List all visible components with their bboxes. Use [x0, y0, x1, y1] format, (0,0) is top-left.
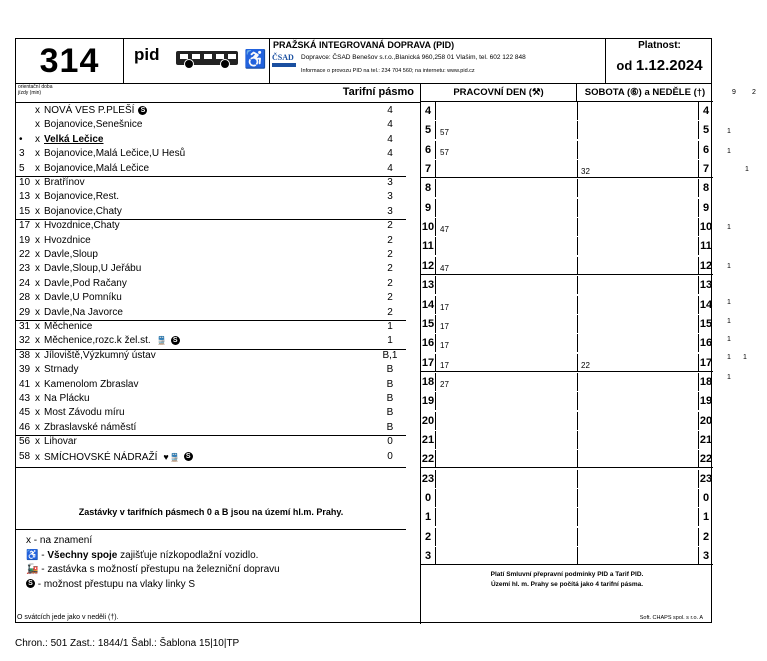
stop-row — [16, 407, 406, 419]
tarif-zone: 2 — [387, 234, 393, 246]
tarif-zone: 4 — [387, 148, 393, 160]
request-stop-mark: x — [35, 321, 40, 332]
margin-number: 1 — [743, 354, 747, 361]
stop-minutes: 5 — [19, 162, 25, 174]
tarif-zone: 1 — [387, 335, 393, 347]
stop-name: Davle,Na Javorce — [44, 306, 123, 318]
stop-row — [16, 422, 406, 434]
stop-name-cell — [35, 263, 141, 275]
hour-row — [421, 431, 713, 449]
hour-row — [421, 257, 713, 275]
stop-name-cell — [35, 436, 77, 448]
hour-label-right: 10 — [698, 218, 713, 236]
stop-minutes: 22 — [19, 249, 31, 260]
prague-zones-note: Území hl. m. Prahy se počítá jako 4 tarifní pásma. — [490, 581, 644, 588]
stop-name-cell — [35, 235, 91, 247]
stop-minutes: 38 — [19, 349, 31, 361]
margin-number: 1 — [727, 336, 731, 343]
hour-label-right: 19 — [698, 392, 713, 410]
hour-label-left: 9 — [421, 199, 436, 217]
hour-label-left: 11 — [421, 237, 436, 255]
operator-info: Dopravce: ČSAD Benešov s.r.o.,Blanická 960,258 01 Vlašim, tel. 602 122 848 — [301, 54, 526, 61]
stop-name: Měchenice — [44, 321, 93, 332]
hour-label-right: 4 — [698, 102, 713, 120]
stop-list — [16, 83, 421, 624]
stop-row — [16, 307, 406, 319]
tarif-zone: 2 — [387, 306, 393, 318]
stop-row — [16, 134, 406, 146]
tarif-zone: 2 — [387, 220, 393, 232]
workday-minute: 17 — [440, 341, 449, 351]
footer-meta: Chron.: 501 Zast.: 1844/1 Šabl.: Šablona 15|10|TP — [15, 638, 240, 649]
operator-box — [270, 39, 606, 83]
stop-row — [16, 235, 406, 247]
stop-name-cell — [35, 249, 98, 261]
hour-label-right: 5 — [698, 121, 713, 139]
software-credit: Soft. CHAPS spol. s r.o. A — [639, 615, 703, 621]
hour-label-right: 9 — [698, 199, 713, 217]
validity-date: od 1.12.2024 — [616, 57, 703, 74]
stop-name-cell — [35, 134, 104, 146]
hour-label-left: 4 — [421, 102, 436, 120]
wheelchair-icon: ♿ — [244, 49, 267, 69]
conditions-note: Platí Smluvní přepravní podmínky PID a Tarif PID. — [490, 571, 644, 578]
stop-list-header — [16, 83, 420, 103]
stop-row — [16, 321, 406, 333]
legend-text: možnost přestupu na vlaky linky S — [43, 578, 196, 590]
stop-row — [16, 379, 406, 391]
stop-row — [16, 350, 406, 362]
stop-row — [16, 191, 406, 203]
workday-minute: 17 — [440, 321, 449, 331]
margin-number: 1 — [727, 354, 731, 361]
legend-symbol: S — [26, 579, 35, 588]
stop-name-cell — [35, 379, 138, 391]
legend-text: zajišťuje nízkopodlažní vozidlo. — [117, 549, 259, 561]
stop-name: Davle,Pod Račany — [44, 277, 127, 289]
stop-row — [16, 148, 406, 160]
hour-row — [421, 528, 713, 546]
request-stop-mark: x — [35, 335, 40, 347]
stop-name-cell — [35, 364, 78, 376]
margin-number: 1 — [727, 148, 731, 155]
tarif-zone: 3 — [387, 205, 393, 217]
stop-row — [16, 393, 406, 405]
legend-text: zastávka s možností přestupu na železniční dopravu — [47, 564, 280, 575]
stop-name-cell — [35, 119, 142, 131]
tarif-zone: 2 — [387, 263, 393, 275]
request-stop-mark: x — [35, 349, 40, 361]
hour-row — [421, 392, 713, 410]
stop-row — [16, 278, 406, 290]
stop-minutes: • — [19, 133, 23, 145]
request-stop-mark: x — [35, 277, 40, 289]
tarif-zone-header: Tarifní pásmo — [342, 86, 414, 98]
stop-name: NOVÁ VES P.PLEŠÍ — [44, 105, 135, 116]
stop-minutes: 56 — [19, 436, 31, 448]
tram-icon: ♥ — [163, 451, 169, 462]
rail-icon: 🚆 — [156, 336, 167, 346]
hour-label-left: 18 — [421, 373, 436, 391]
hour-row — [421, 470, 713, 488]
hour-label-left: 22 — [421, 450, 436, 468]
stop-name: Jíloviště,Výzkumný ústav — [44, 349, 156, 361]
stop-row — [16, 220, 406, 232]
stop-row — [16, 263, 406, 275]
hour-row — [421, 315, 713, 333]
stop-name-cell — [35, 220, 120, 232]
request-stop-mark: x — [35, 148, 40, 160]
request-stop-mark: x — [35, 393, 40, 404]
stop-row — [16, 436, 406, 448]
hour-row — [421, 547, 713, 565]
hour-row — [421, 508, 713, 526]
stop-name-cell — [35, 292, 122, 304]
stop-name: Davle,U Pomníku — [44, 292, 122, 304]
timetable-sheet — [15, 38, 712, 623]
margin-number: 1 — [727, 299, 731, 306]
prague-zone-note: Zastávky v tarifních pásmech 0 a B jsou na území hl.m. Prahy. — [78, 507, 344, 517]
hour-label-left: 12 — [421, 257, 436, 275]
hour-label-left: 1 — [421, 508, 436, 526]
stop-name: Davle,Sloup — [44, 249, 98, 260]
stop-row — [16, 335, 406, 347]
departures-table — [421, 83, 713, 624]
hour-label-right: 12 — [698, 257, 713, 275]
hour-row — [421, 276, 713, 294]
stop-name-cell — [35, 163, 149, 175]
request-stop-mark: x — [35, 234, 40, 246]
stop-minutes: 3 — [19, 148, 25, 160]
hour-row — [421, 489, 713, 507]
pid-logo: pid — [134, 45, 160, 64]
hour-label-right: 21 — [698, 431, 713, 449]
hour-row — [421, 334, 713, 352]
stop-name: Měchenice,rozc.k žel.st. — [44, 335, 151, 347]
stop-minutes: 31 — [19, 321, 31, 332]
request-stop-mark: x — [35, 436, 40, 448]
request-stop-mark: x — [35, 205, 40, 217]
stop-minutes: 32 — [19, 335, 31, 347]
hour-label-left: 7 — [421, 160, 436, 178]
legend-item: x - na znamení — [26, 535, 93, 546]
stop-minutes: 28 — [19, 292, 31, 304]
stop-name-cell — [35, 278, 127, 290]
hour-row — [421, 296, 713, 314]
stop-minutes: 41 — [19, 378, 31, 390]
stop-name: Davle,Sloup,U Jeřábu — [44, 263, 142, 275]
hour-label-left: 23 — [421, 470, 436, 488]
stop-name-cell — [35, 350, 156, 362]
workday-header: PRACOVNÍ DEN (⚒) — [421, 83, 577, 102]
holiday-note: O svátcích jede jako v neděli (†). — [17, 614, 119, 621]
stop-minutes: 19 — [19, 234, 31, 246]
stop-minutes: 46 — [19, 421, 31, 433]
workday-minute: 47 — [440, 225, 449, 235]
hour-row — [421, 160, 713, 178]
s-train-icon: S — [138, 106, 147, 115]
legend-item: 🚂 - zastávka s možností přestupu na železniční dopravu — [26, 564, 280, 575]
hour-label-right: 15 — [698, 315, 713, 333]
margin-number: 1 — [727, 263, 731, 270]
request-stop-mark: x — [35, 220, 40, 232]
margin-number: 1 — [727, 128, 731, 135]
request-stop-mark: x — [35, 421, 40, 433]
request-stop-mark: x — [35, 451, 40, 463]
header — [16, 39, 711, 84]
stop-name: Hvozdnice — [44, 234, 91, 246]
stop-name-cell — [35, 335, 180, 347]
stop-name-cell — [35, 206, 122, 218]
hour-label-right: 2 — [698, 528, 713, 546]
stop-name: Bojanovice,Chaty — [44, 205, 122, 217]
hour-label-left: 0 — [421, 489, 436, 507]
hour-label-left: 10 — [421, 218, 436, 236]
workday-minute: 57 — [440, 147, 449, 157]
hour-label-left: 3 — [421, 547, 436, 565]
stop-minutes: 24 — [19, 277, 31, 289]
weekend-minute: 22 — [581, 360, 590, 370]
stop-minutes: 29 — [19, 306, 31, 318]
hour-row — [421, 102, 713, 120]
operator-title: PRAŽSKÁ INTEGROVANÁ DOPRAVA (PID) — [273, 40, 455, 50]
tarif-zone: 2 — [387, 249, 393, 260]
stop-name-cell — [35, 177, 85, 189]
tarif-zone: 4 — [387, 119, 393, 131]
stop-minutes: 13 — [19, 191, 31, 203]
csad-logo: ČSAD — [272, 53, 298, 75]
tarif-zone: 1 — [387, 321, 393, 332]
tarif-zone: B — [386, 378, 394, 390]
hour-row — [421, 237, 713, 255]
brand-box — [124, 39, 270, 83]
hour-label-right: 17 — [698, 354, 713, 372]
hour-row — [421, 218, 713, 236]
hour-row — [421, 354, 713, 372]
stop-name: SMÍCHOVSKÉ NÁDRAŽÍ — [44, 451, 158, 463]
tarif-zone: B — [386, 393, 394, 404]
margin-number: 2 — [752, 89, 756, 96]
request-stop-mark: x — [35, 306, 40, 318]
tarif-zone: 2 — [387, 277, 393, 289]
hour-row — [421, 121, 713, 139]
stop-name: Na Plácku — [44, 393, 90, 404]
hour-label-right: 16 — [698, 334, 713, 352]
validity-box — [606, 39, 713, 83]
stop-name: Strnady — [44, 364, 79, 376]
hour-label-right: 14 — [698, 296, 713, 314]
margin-number: 1 — [727, 374, 731, 381]
tarif-zone: 0 — [387, 450, 393, 462]
stop-name-cell — [35, 148, 185, 160]
hour-row — [421, 179, 713, 197]
hour-label-right: 22 — [698, 450, 713, 468]
hour-label-right: 6 — [698, 141, 713, 159]
request-stop-mark: x — [35, 191, 40, 203]
hour-label-right: 23 — [698, 470, 713, 488]
stop-name: Lihovar — [44, 436, 77, 448]
margin-number: 9 — [732, 89, 736, 96]
tarif-zone: 4 — [387, 105, 393, 116]
stop-name: Zbraslavské náměstí — [44, 421, 137, 433]
stop-minutes: 15 — [19, 205, 31, 217]
hour-label-left: 16 — [421, 334, 436, 352]
stop-row — [16, 206, 406, 218]
hour-row — [421, 412, 713, 430]
hour-label-right: 20 — [698, 412, 713, 430]
request-stop-mark: x — [35, 364, 40, 376]
rail-icon: 🚆 — [169, 452, 180, 462]
tarif-zone: 4 — [387, 133, 393, 145]
stop-row — [16, 163, 406, 175]
hour-label-left: 21 — [421, 431, 436, 449]
workday-minute: 17 — [440, 360, 449, 370]
stop-row — [16, 292, 406, 304]
stop-name-cell — [35, 451, 193, 464]
stop-name: Bratřínov — [44, 177, 85, 188]
hour-label-right: 8 — [698, 179, 713, 197]
stop-name-cell — [35, 321, 92, 333]
hour-label-left: 13 — [421, 276, 436, 294]
hour-label-left: 19 — [421, 392, 436, 410]
stop-row — [16, 451, 406, 463]
workday-minute: 27 — [440, 379, 449, 389]
legend-text: na znamení — [39, 535, 93, 546]
legend-item: S - možnost přestupu na vlaky linky S — [26, 579, 195, 590]
stop-minutes: 10 — [19, 177, 31, 188]
weekend-minute: 32 — [581, 167, 590, 177]
tarif-zone: 0 — [387, 436, 393, 448]
s-train-icon: S — [171, 336, 180, 345]
legend-symbol: x — [26, 535, 31, 546]
hour-row — [421, 373, 713, 391]
stop-name-cell — [35, 407, 125, 419]
hour-label-right: 18 — [698, 373, 713, 391]
tarif-zone: 2 — [387, 292, 393, 304]
legend-symbol: 🚂 — [26, 564, 39, 575]
tarif-zone: 4 — [387, 162, 393, 174]
stop-name: Bojanovice,Senešnice — [44, 119, 143, 131]
legend-symbol: ♿ — [26, 549, 39, 561]
stop-row — [16, 249, 406, 261]
hour-label-left: 2 — [421, 528, 436, 546]
margin-number: 1 — [727, 318, 731, 325]
hour-label-left: 6 — [421, 141, 436, 159]
request-stop-mark: x — [35, 292, 40, 304]
workday-minute: 57 — [440, 128, 449, 138]
hour-row — [421, 141, 713, 159]
tarif-zone: 3 — [387, 191, 393, 203]
legend-item: ♿ - Všechny spoje zajišťuje nízkopodlažní vozidlo. — [26, 549, 259, 561]
hour-label-right: 13 — [698, 276, 713, 294]
stop-name: Most Závodu míru — [44, 407, 125, 419]
stop-name-cell — [35, 307, 123, 319]
stop-row — [16, 364, 406, 376]
line-number: 314 — [16, 39, 124, 83]
stop-minutes: 58 — [19, 450, 31, 462]
tarif-zone: B — [386, 407, 394, 419]
margin-number: 1 — [727, 224, 731, 231]
tarif-zone: B — [386, 421, 394, 433]
request-stop-mark: x — [35, 177, 40, 188]
stop-row — [16, 177, 406, 189]
hour-label-right: 1 — [698, 508, 713, 526]
stop-name-cell — [35, 422, 136, 434]
bus-icon — [176, 51, 238, 65]
margin-number: 1 — [745, 166, 749, 173]
request-stop-mark: x — [35, 162, 40, 174]
request-stop-mark: x — [35, 133, 40, 145]
s-train-icon: S — [184, 452, 193, 461]
stop-name-cell — [35, 191, 119, 203]
tarif-zone: 3 — [387, 177, 393, 188]
tarif-zone: B,1 — [382, 349, 398, 361]
request-stop-mark: x — [35, 263, 40, 275]
stop-row — [16, 105, 406, 117]
info-contact: Informace o provozu PID na tel.: 234 704 560; na internetu: www.pid.cz — [301, 68, 475, 74]
orient-time-label: orientační doba jízdy (min) — [18, 84, 53, 96]
stop-name: Hvozdnice,Chaty — [44, 220, 120, 232]
stop-name-cell — [35, 105, 147, 117]
hour-label-right: 0 — [698, 489, 713, 507]
hour-label-right: 7 — [698, 160, 713, 178]
stop-minutes: 17 — [19, 220, 31, 232]
hour-label-left: 5 — [421, 121, 436, 139]
request-stop-mark: x — [35, 119, 40, 131]
stop-minutes: 23 — [19, 263, 31, 275]
tarif-zone: B — [386, 364, 394, 376]
stop-name: Bojanovice,Malá Lečice,U Hesů — [44, 148, 186, 160]
legend-bold: Všechny spoje — [47, 549, 118, 561]
stop-name-cell — [35, 393, 90, 405]
hour-row — [421, 199, 713, 217]
stop-minutes: 45 — [19, 407, 31, 419]
workday-minute: 17 — [440, 302, 449, 312]
request-stop-mark: x — [35, 378, 40, 390]
hour-label-right: 11 — [698, 237, 713, 255]
hour-label-left: 15 — [421, 315, 436, 333]
hour-row — [421, 450, 713, 468]
stop-name: Kamenolom Zbraslav — [44, 378, 139, 390]
stop-name: Velká Lečice — [44, 133, 104, 145]
stop-minutes: 43 — [19, 393, 31, 404]
stop-name: Bojanovice,Rest. — [44, 191, 120, 203]
request-stop-mark: x — [35, 407, 40, 419]
weekend-header: SOBOTA (⑥) a NEDĚLE (†) — [577, 83, 713, 102]
request-stop-mark: x — [35, 249, 40, 260]
validity-label: Platnost: — [638, 40, 681, 51]
hour-label-right: 3 — [698, 547, 713, 565]
workday-minute: 47 — [440, 263, 449, 273]
hour-label-left: 8 — [421, 179, 436, 197]
hour-label-left: 17 — [421, 354, 436, 372]
hour-label-left: 14 — [421, 296, 436, 314]
stop-minutes: 39 — [19, 364, 31, 376]
stop-name: Bojanovice,Malá Lečice — [44, 162, 150, 174]
request-stop-mark: x — [35, 105, 40, 116]
stop-row — [16, 119, 406, 131]
hour-label-left: 20 — [421, 412, 436, 430]
